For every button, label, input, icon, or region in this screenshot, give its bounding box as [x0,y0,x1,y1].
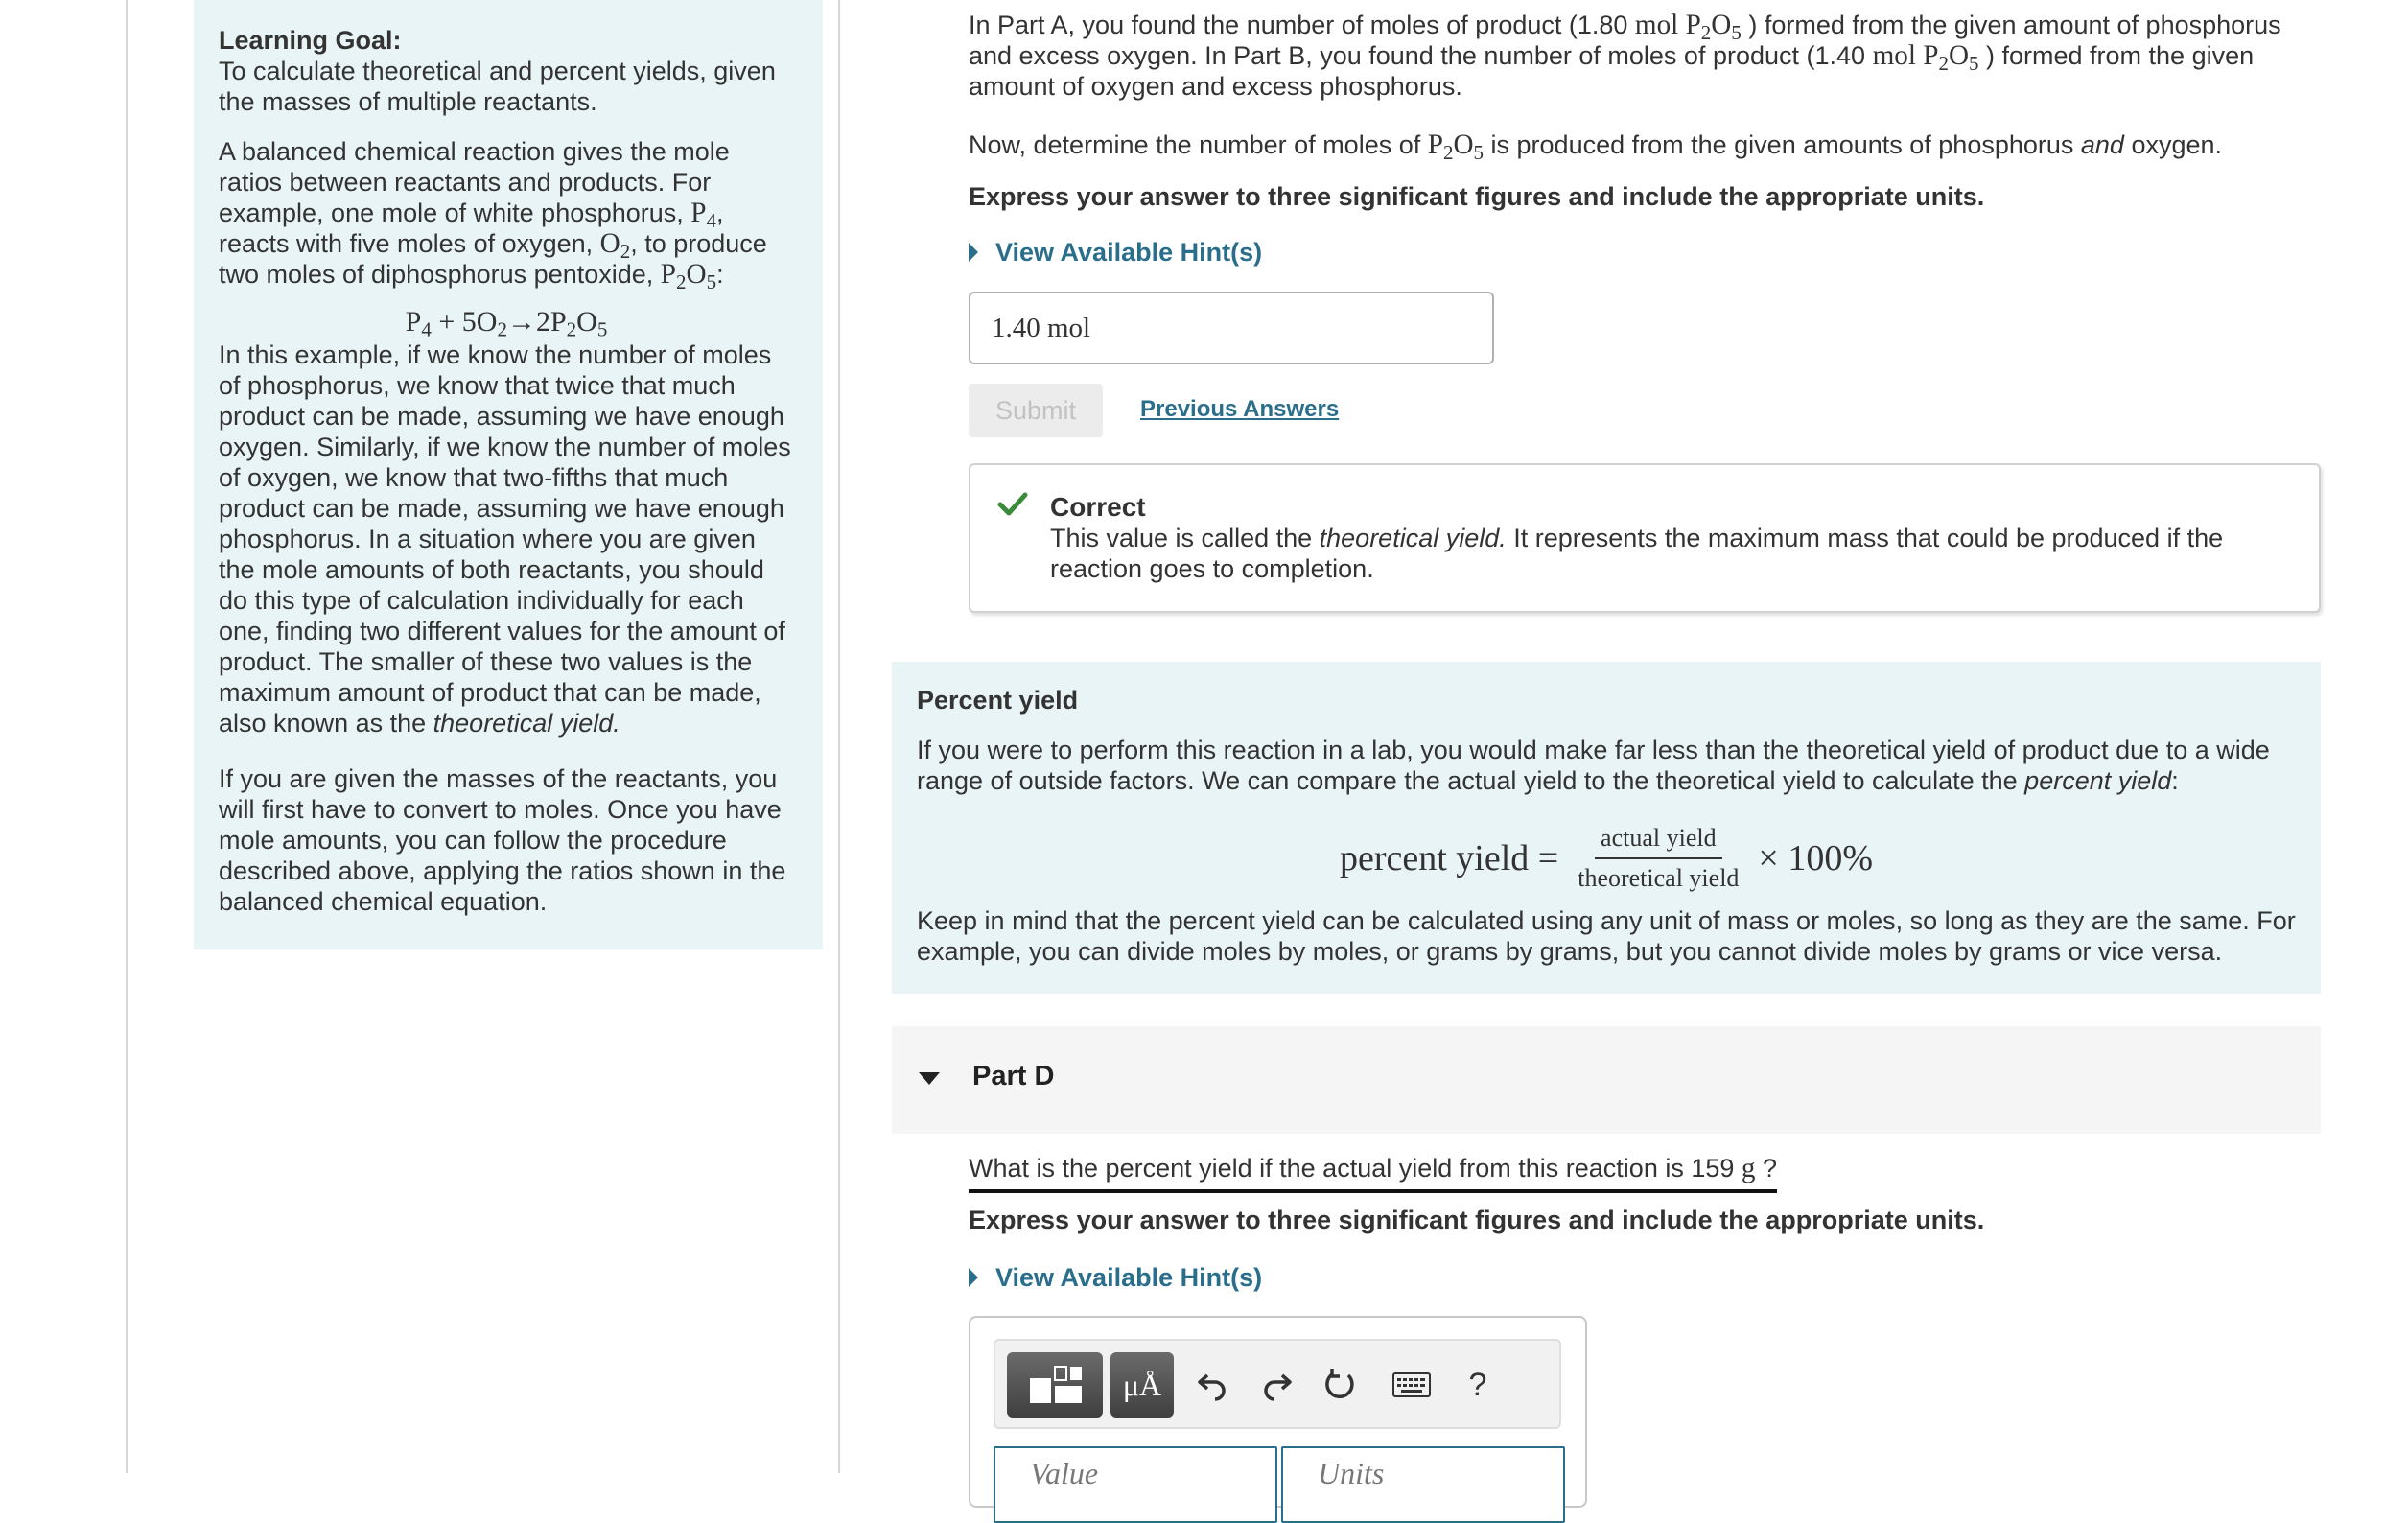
formula-numerator: actual yield [1595,823,1722,859]
templates-icon [1026,1361,1084,1409]
intro-text-1: In Part A, you found the number of moles of product (1.80 [969,11,1635,39]
eq-o-sub: 2 [497,317,507,341]
part-d-instructions: Express your answer to three significant figures and include the appropriate units. [969,1206,1985,1234]
left-divider [126,0,128,1473]
question-unit: g [1741,1153,1756,1183]
previous-answers-link[interactable]: Previous Answers [1140,396,1340,422]
percent-yield-title: Percent yield [917,686,1079,715]
formula-denominator: theoretical yield [1578,864,1740,892]
percent-yield-panel [892,662,2321,994]
para1-text-2: , reacts with five moles of oxygen, [219,199,724,258]
para1-text-4: : [716,260,724,289]
hint-label: View Available Hint(s) [995,1263,1263,1292]
percent-yield-colon: : [2171,766,2179,795]
formula-o2-subscript: 2 [620,239,631,263]
percent-yield-intro-text: If you were to perform this reaction in a lab, you would make far less than the theoretical yield of product due to a wide range of outside factors. We can compare the actual yield to the theoretical yield to calculate the [917,736,2270,795]
part-d-header[interactable] [892,1026,2321,1134]
formula-o2-symbol: O [599,228,620,259]
formula-left: percent yield = [1339,838,1559,879]
intro-f2-b: O [1948,40,1969,71]
eq-o2-sub: 5 [596,317,608,341]
formula-fraction [1572,823,1744,894]
percent-yield-intro [917,735,2296,796]
learning-goal-para2 [219,340,794,738]
learning-goal-panel [194,0,823,949]
para2-emphasis: theoretical yield. [433,709,620,738]
formula-p2o5 [660,259,717,293]
feedback-text-2: It represents the maximum mass that could be produced if the reaction goes to completion. [1050,524,2224,583]
answer-value: 1.40 mol [992,312,1091,343]
hint-label: View Available Hint(s) [995,238,1263,267]
now-formula [1427,129,1485,164]
percent-yield-emphasis: percent yield [2024,766,2172,795]
part-c-hint-toggle[interactable] [969,237,1262,268]
learning-goal-title: Learning Goal: [219,26,402,55]
now-f-b: O [1453,129,1474,160]
feedback-text [1050,523,2297,584]
editor-toolbar [994,1339,1561,1429]
checkmark-icon [997,490,1028,517]
eq-plus-o: + 5O [431,306,498,338]
formula-p4-symbol: P [690,198,707,228]
caret-right-icon [969,243,978,262]
eq-p2-sub: 2 [566,317,577,341]
reset-button[interactable] [1316,1360,1364,1410]
redo-icon [1259,1368,1294,1402]
answer-input[interactable] [969,292,1494,364]
keyboard-button[interactable] [1383,1360,1440,1410]
eq-p: P [405,306,422,338]
column-divider [838,0,840,1473]
reset-icon [1321,1367,1358,1403]
intro-f1-s1: 2 [1700,20,1712,44]
now-emphasis: and [2080,130,2124,159]
now-f-a: P [1427,129,1443,160]
intro-f2-s2: 5 [1969,51,1979,75]
intro-f1-s2: 5 [1731,20,1742,44]
part-c-instructions: Express your answer to three significant figures and include the appropriate units. [969,182,1985,211]
part-c-intro [969,10,2321,102]
feedback-title: Correct [1050,492,1146,522]
now-f-s2: 5 [1473,140,1485,164]
units-button[interactable] [1110,1352,1174,1418]
value-input[interactable] [994,1446,1277,1523]
intro-formula-2 [1872,40,1979,75]
formula-p4-subscript: 4 [706,208,717,232]
learning-goal-para3: If you are given the masses of the reactants, you will first have to convert to moles. Once you have mole amounts, you can follow the procedure described above, applying the ratios shown in the balanced chemical equation. [219,764,786,916]
part-d-title: Part D [972,1061,1055,1091]
intro-f1-a: mol P [1634,10,1701,40]
part-c-question [969,129,2321,164]
question-text-1: What is the percent yield if the actual yield from this reaction is 159 [969,1154,1742,1183]
intro-text-2: ) formed from the given amount of phosphorus and excess oxygen. In Part B, you found the number of moles of product (1.40 [969,11,2281,70]
formula-p2o5-sub2: 5 [706,269,717,293]
units-label: μÅ [1122,1367,1162,1402]
balanced-equation [219,306,794,341]
formula-p2o5-p: P [660,259,676,290]
eq-arrow-p: →2P [506,306,567,338]
templates-button[interactable] [1007,1352,1103,1418]
learning-goal-summary: To calculate theoretical and percent yields, given the masses of multiple reactants. [219,57,776,116]
value-placeholder: Value [1030,1456,1099,1490]
learning-goal-para1 [219,136,794,293]
caret-down-icon [919,1072,940,1085]
correct-feedback [969,463,2321,613]
part-d-hint-toggle[interactable] [969,1262,1262,1293]
feedback-text-1: This value is called the [1050,524,1320,552]
formula-p2o5-o: O [686,259,707,290]
help-button[interactable] [1454,1360,1502,1410]
formula-o2 [599,228,631,263]
formula-right: × 100% [1758,838,1874,879]
eq-o: O [576,306,597,338]
percent-yield-formula [892,823,2321,894]
intro-f1-b: O [1711,10,1732,40]
formula-p4 [690,198,717,232]
percent-yield-note: Keep in mind that the percent yield can be calculated using any unit of mass or moles, so long as they are the same. For example, you can divide moles by moles, or grams by grams, but you cannot divide moles by grams or vice versa. [917,906,2296,966]
caret-right-icon [969,1268,978,1287]
now-f-s1: 2 [1442,140,1454,164]
para2-text: In this example, if we know the number of moles of phosphorus, we know that twice that much product can be made, assuming we have enough oxygen. Similarly, if we know the number of moles of oxygen, we know that two-fifths that much product can be made, assuming we have enough phosphorus. In a situation where you are given the mole amounts of both reactants, you should do this type of calculation individually for each one, finding two different values for the amount of product. The smaller of these two values is the maximum amount of product that can be made, also known as the [219,340,791,738]
undo-icon [1196,1368,1230,1402]
units-input[interactable] [1281,1446,1565,1523]
undo-button[interactable] [1189,1360,1237,1410]
submit-button[interactable]: Submit [969,384,1103,437]
para1-text-3: , to produce two moles of diphosphorus pentoxide, [219,229,767,289]
now-text-3: oxygen. [2123,130,2223,159]
intro-f2-s1: 2 [1938,51,1949,75]
help-label: ? [1468,1366,1487,1403]
part-d-question [969,1151,1777,1193]
intro-text-3: ) formed from the given amount of oxygen and excess phosphorus. [969,41,2255,101]
answer-editor [969,1316,1587,1508]
redo-button[interactable] [1252,1360,1300,1410]
intro-f2-a: mol P [1872,40,1939,71]
units-placeholder: Units [1318,1456,1385,1490]
now-text-1: Now, determine the number of moles of [969,130,1428,159]
now-text-2: is produced from the given amounts of phosphorus [1484,130,2081,159]
para1-text-1: A balanced chemical reaction gives the mole ratios between reactants and products. For example, one mole of white phosphorus, [219,137,730,227]
question-text-2: ? [1755,1154,1777,1183]
keyboard-icon [1392,1372,1431,1397]
intro-formula-1 [1634,10,1742,44]
formula-p2o5-sub1: 2 [676,269,687,293]
eq-p-sub: 4 [421,317,432,341]
feedback-emphasis: theoretical yield. [1319,524,1507,552]
